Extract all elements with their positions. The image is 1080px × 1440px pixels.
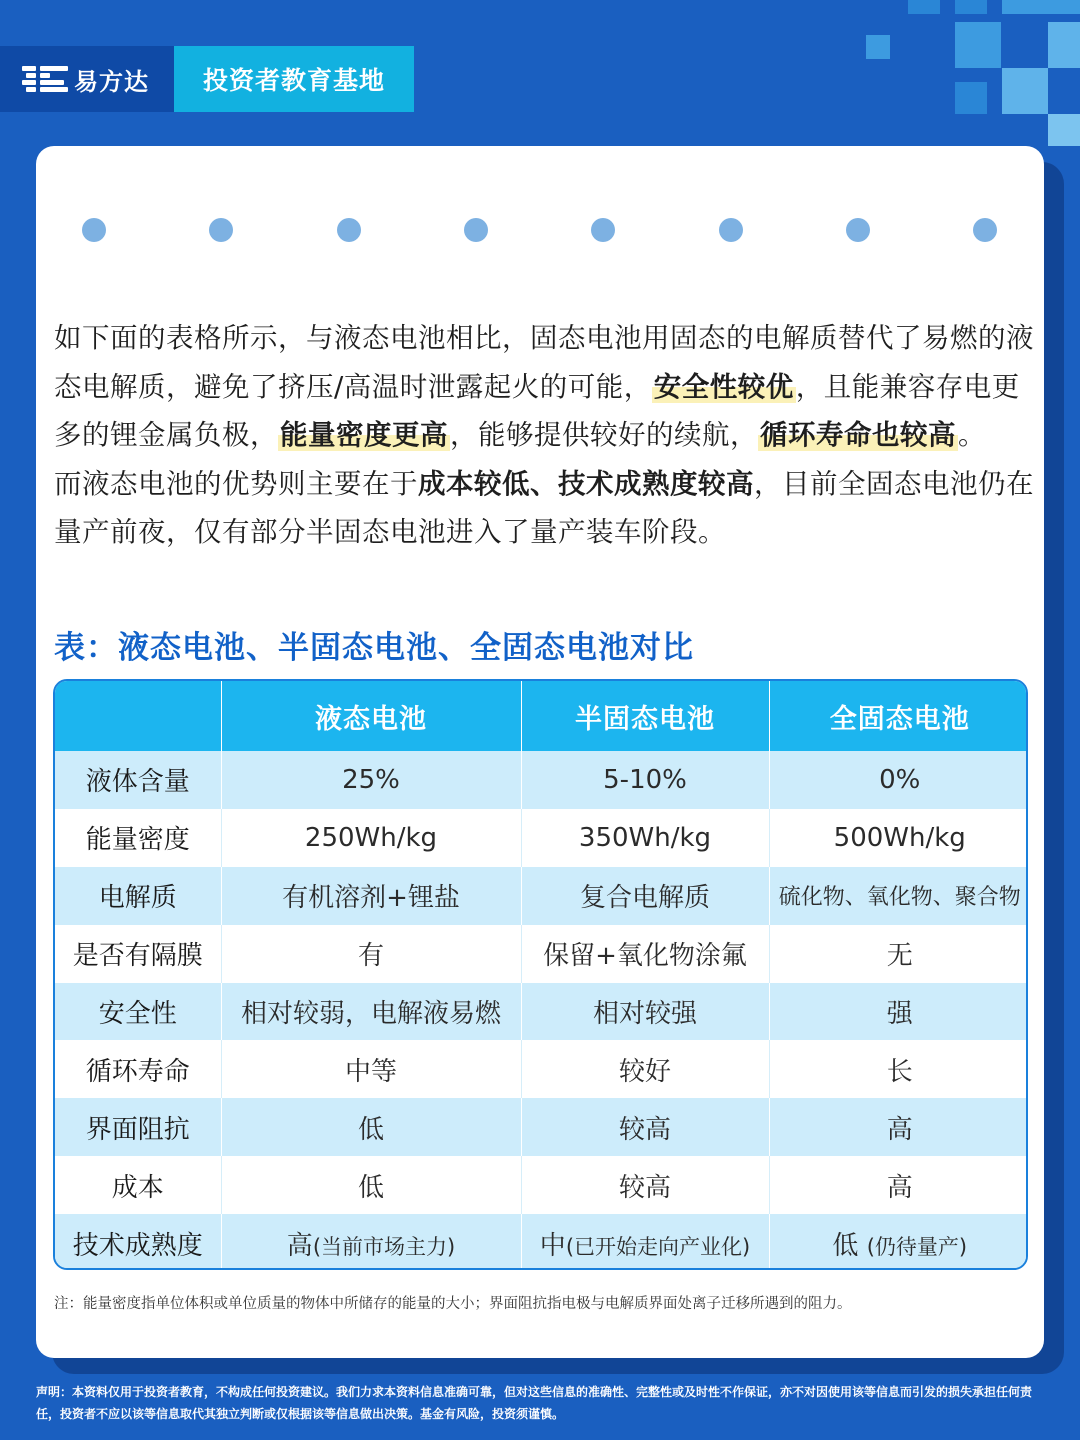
cell-liquid: 中等 — [221, 1040, 521, 1098]
cell-liquid: 有机溶剂+锂盐 — [221, 867, 521, 925]
row-label: 液体含量 — [55, 751, 221, 809]
cell-sub-text: (仍待量产) — [866, 1234, 968, 1259]
row-label: 能量密度 — [55, 809, 221, 867]
dot-2 — [209, 218, 233, 242]
dot-6 — [719, 218, 743, 242]
cell-semi-solid: 较高 — [521, 1098, 769, 1156]
cell-liquid: 相对较弱，电解液易燃 — [221, 983, 521, 1041]
brand-logo — [0, 46, 174, 112]
cell-semi-solid: 5-10% — [521, 751, 769, 809]
intro-text-segment: 如下面的表格所示，与液态电池相比，固态电池用固态的电解质替代了易燃的液态电解质，避免了挤压/高温时泄露起火的可能， — [54, 322, 1034, 403]
cell-semi-solid: 较好 — [521, 1040, 769, 1098]
intro-text-segment: ，目前全固态电池仍在量产前夜，仅有部分半固态电池进入了量产装车阶段。 — [54, 467, 1034, 548]
cell-semi-solid: 相对较强 — [521, 983, 769, 1041]
cell-all-solid: 高 — [886, 1114, 913, 1145]
intro-paragraph-2 — [54, 460, 1039, 557]
header-tab-investor-education: 投资者教育基地 — [174, 46, 414, 112]
cell-all-solid: 500Wh/kg — [833, 822, 966, 853]
cell-liquid — [221, 1214, 521, 1270]
dot-5 — [591, 218, 615, 242]
disclaimer: 声明：本资料仅用于投资者教育，不构成任何投资建议。我们力求本资料信息准确可靠，但对这些信息的准确性、完整性或及时性不作保证，亦不对因使用该等信息而引发的损失承担任何责任，投资者不应以该等信息取代其独立判断或仅根据该等信息做出决策。基金有风险，投资须谨慎。 — [36, 1385, 1033, 1421]
table-row — [55, 809, 1028, 867]
table-header-row — [55, 681, 1028, 751]
header-cell-all-solid: 全固态电池 — [829, 703, 970, 735]
table-row — [55, 983, 1028, 1041]
header-cell-liquid: 液态电池 — [221, 681, 521, 751]
brand-name: 易方达 — [74, 67, 149, 96]
header-cell-empty — [55, 681, 221, 751]
cell-liquid: 250Wh/kg — [221, 809, 521, 867]
cell-sub-text: (已开始走向产业化) — [565, 1234, 751, 1259]
decorative-dots — [36, 218, 1044, 242]
row-label: 界面阻抗 — [55, 1098, 221, 1156]
cell-semi-solid: 复合电解质 — [521, 867, 769, 925]
footnote: 注：能量密度指单位体积或单位质量的物体中所储存的能量的大小；界面阻抗指电极与电解质界面处离子迁移所遇到的阻力。 — [54, 1296, 852, 1312]
cell-liquid: 有 — [221, 925, 521, 983]
table-row — [55, 867, 1028, 925]
cell-semi-solid: 350Wh/kg — [521, 809, 769, 867]
table-row — [55, 751, 1028, 809]
cell-semi-solid — [521, 1214, 769, 1270]
bold-advantages: 成本较低、技术成熟度较高 — [418, 467, 754, 500]
cell-main-text: 低 — [832, 1230, 867, 1261]
row-label: 电解质 — [55, 867, 221, 925]
highlight-safety: 安全性较优 — [653, 370, 794, 403]
comparison-table — [53, 679, 1028, 1270]
cell-liquid: 低 — [221, 1098, 521, 1156]
cell-all-solid: 0% — [879, 764, 921, 795]
dot-4 — [464, 218, 488, 242]
table-row — [55, 925, 1028, 983]
highlight-cycle-life: 循环寿命也较高 — [760, 419, 956, 451]
dot-1 — [82, 218, 106, 242]
intro-text-segment: ，能够提供较好的续航， — [450, 419, 758, 451]
header-cell-semi-solid: 半固态电池 — [521, 681, 769, 751]
table-row — [55, 1040, 1028, 1098]
cell-main-text: 高 — [286, 1230, 313, 1261]
cell-all-solid: 无 — [886, 941, 913, 972]
row-label: 循环寿命 — [55, 1040, 221, 1098]
intro-text-segment: 而液态电池的优势则主要在于 — [54, 467, 418, 500]
cell-main-text: 中 — [539, 1230, 566, 1261]
cell-semi-solid: 保留+氧化物涂氟 — [521, 925, 769, 983]
cell-all-solid — [769, 1214, 1028, 1270]
brand-logo-icon — [22, 64, 68, 94]
dot-7 — [846, 218, 870, 242]
cell-all-solid: 硫化物、氧化物、聚合物 — [778, 885, 1021, 911]
row-label: 成本 — [55, 1156, 221, 1214]
cell-all-solid: 长 — [886, 1056, 913, 1087]
cell-semi-solid: 较高 — [521, 1156, 769, 1214]
intro-text-segment: 。 — [958, 419, 986, 451]
row-label: 安全性 — [55, 983, 221, 1041]
intro-paragraph-1 — [54, 314, 1039, 460]
cell-liquid: 低 — [221, 1156, 521, 1214]
intro-text — [54, 314, 1039, 557]
table-title: 表：液态电池、半固态电池、全固态电池对比 — [54, 630, 694, 666]
table-row — [55, 1098, 1028, 1156]
intro-text-segment: ，且能兼容存电更多的锂金属负极， — [54, 370, 1020, 451]
dot-8 — [973, 218, 997, 242]
highlight-energy-density: 能量密度更高 — [280, 419, 448, 451]
cell-all-solid: 高 — [886, 1172, 913, 1203]
cell-sub-text: (当前市场主力) — [312, 1234, 456, 1259]
row-label: 技术成熟度 — [55, 1214, 221, 1270]
table-row — [55, 1156, 1028, 1214]
row-label: 是否有隔膜 — [55, 925, 221, 983]
cell-all-solid: 强 — [886, 999, 913, 1029]
content-card — [36, 146, 1044, 1358]
dot-3 — [337, 218, 361, 242]
table-row — [55, 1214, 1028, 1270]
cell-liquid: 25% — [221, 751, 521, 809]
